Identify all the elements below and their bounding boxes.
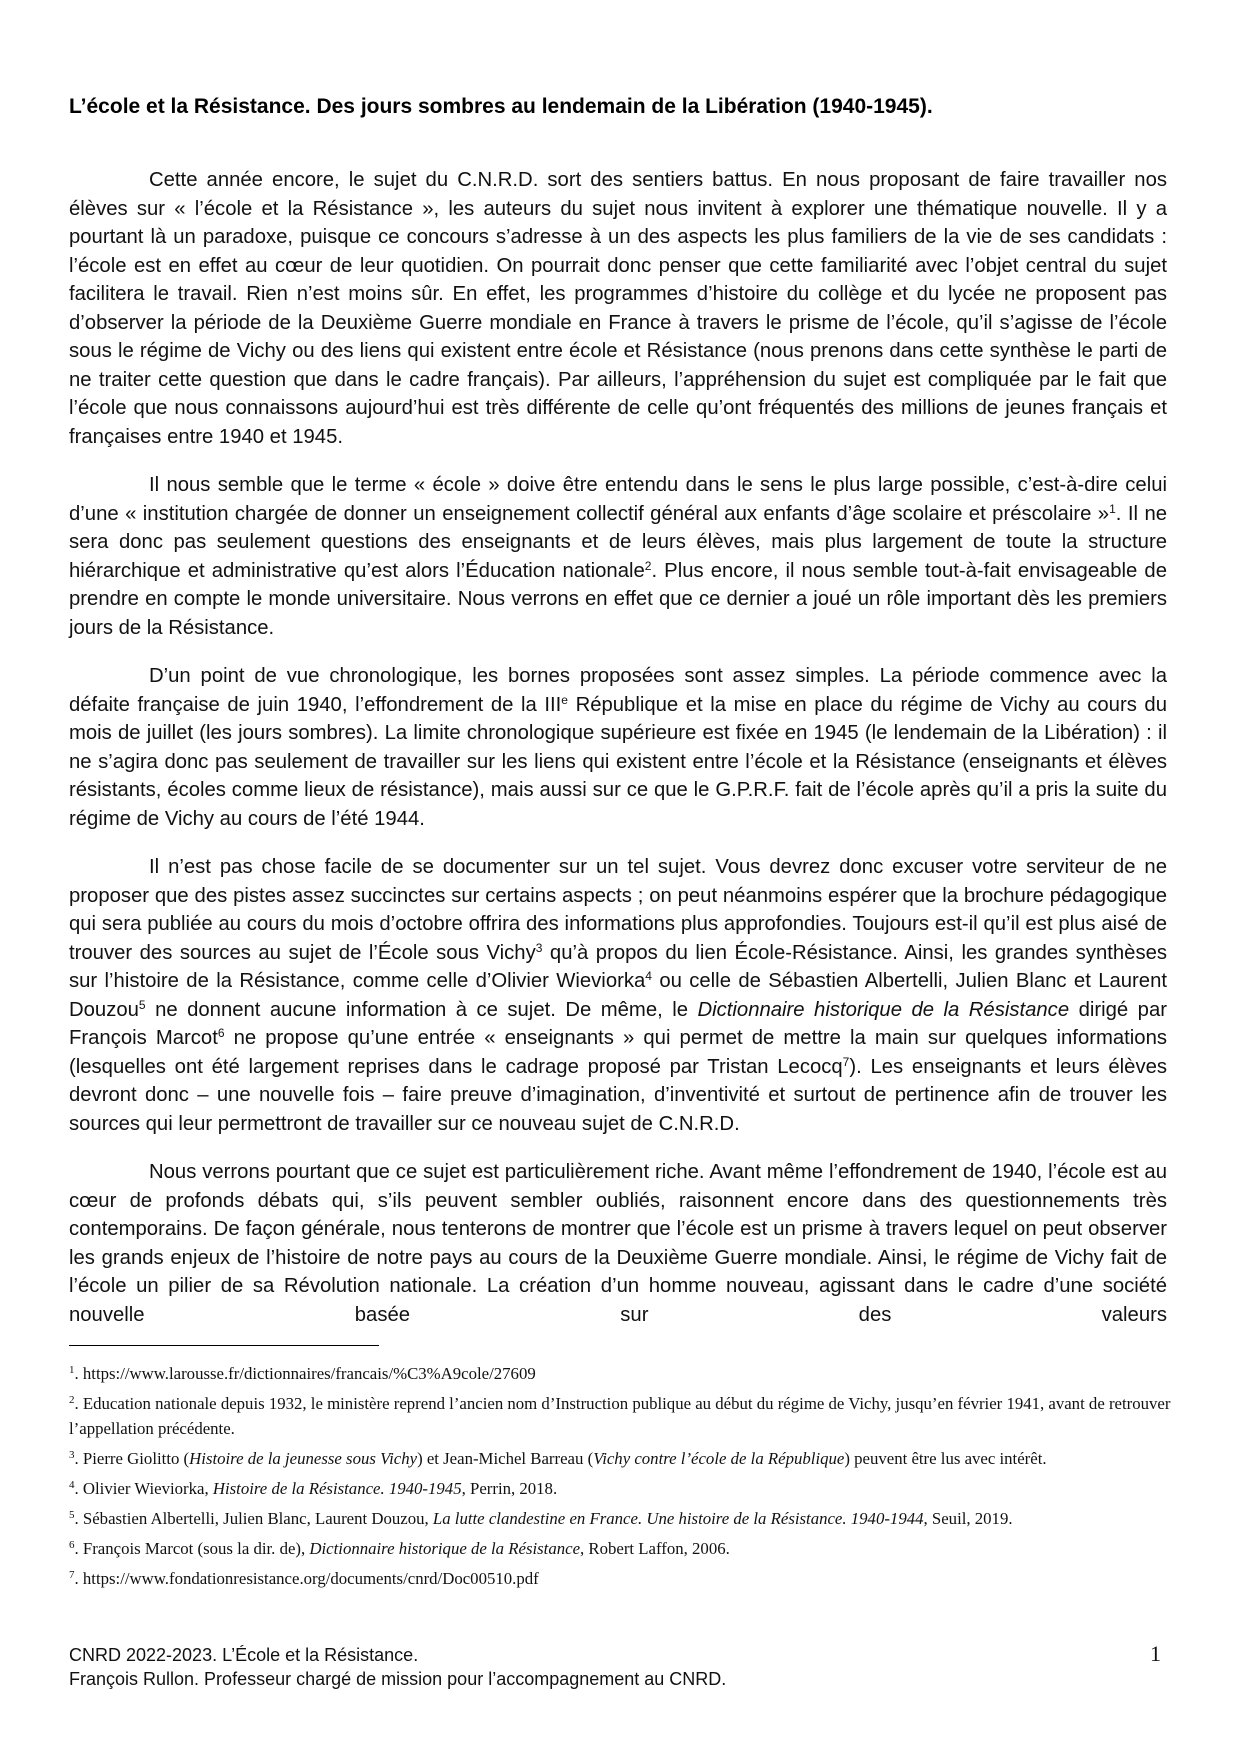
footnote-ref: 3 [535, 940, 543, 955]
footnote-ref: 2 [644, 558, 652, 573]
footnote-6 [69, 1536, 1179, 1561]
footnote-number: 2 [69, 1394, 75, 1406]
footnote-1 [69, 1361, 1179, 1386]
footnote-7 [69, 1566, 1179, 1591]
body-text [69, 166, 1167, 1329]
italic-title: Histoire de la jeunesse sous Vichy [189, 1449, 418, 1468]
paragraph: Il nous semble que le terme « école » doive être entendu dans le sens le plus large possible, c’est-à-dire celui d’une « institution chargée de donner un enseignement collectif général aux enfants d’âge scolaire et préscolaire »$^1$. Il ne sera donc pas seulement questions des enseignants et de leurs élèves, mais plus largement de toute la structure hiérarchique et administrative qu’est alors l’Éducation nationale$^2$. Plus encore, il nous semble tout-à-fait envisageable de prendre en compte le monde universitaire. Nous verrons en effet que ce dernier a joué un rôle important dès les premiers jours de la Résistance. [69, 474, 1168, 639]
footnote-ref: 6 [217, 1026, 225, 1040]
footnote-ref: e [561, 692, 568, 707]
footnote-link[interactable]: . https://www.fondationresistance.org/documents/cnrd/Doc00510.pdf [74, 1569, 539, 1588]
footnote-text: . Sébastien Albertelli, Julien Blanc, Laurent Douzou, La lutte clandestine en France. Une histoire de la Résistance. 1940-1944, Seuil, 2019. [74, 1509, 1013, 1528]
footnote-link[interactable]: . https://www.larousse.fr/dictionnaires/francais/%C3%A9cole/27609 [74, 1364, 536, 1383]
footnote-ref: 7 [842, 1054, 850, 1069]
footnote-ref: 4 [645, 969, 652, 983]
paragraph: Il n’est pas chose facile de se documenter sur un tel sujet. Vous devrez donc excuser votre serviteur de ne proposer que des pistes assez succinctes sur certains aspects ; on peut néanmoins espérer que la brochure pédagogique qui sera publiée au cours du mois d’octobre offrira des informations plus approfondies. Toujours est-il qu’il est plus aisé de trouver des sources au sujet de l’École sous Vichy$^3$ qu’à propos du lien École-Résistance. Ainsi, les grandes synthèses sur l’histoire de la Résistance, comme celle d’Olivier Wieviorka$^4$ ou celle de Sébastien Albertelli, Julien Blanc et Laurent Douzou$^5$ ne donnent aucune information à ce sujet. De même, le Dictionnaire historique de la Résistance dirigé par François Marcot$^6$ ne propose qu’une entrée « enseignants » qui permet de mettre la main sur quelques informations (lesquelles ont été largement reprises dans le cadrage proposé par Tristan Lecocq$^7$). Les enseignants et leurs élèves devront donc – une nouvelle fois – faire preuve d’imagination, d’inventivité et surtout de pertinence afin de trouver les sources qui leur permettront de travailler sur ce nouveau sujet de C.N.R.D. [69, 856, 1168, 1135]
document-title: L’école et la Résistance. Des jours sombres au lendemain de la Libération (1940-1945). [69, 95, 933, 118]
paragraph: Cette année encore, le sujet du C.N.R.D. sort des sentiers battus. En nous proposant de faire travailler nos élèves sur « l’école et la Résistance », les auteurs du sujet nous invitent à explorer une thématique nouvelle. Il y a pourtant là un paradoxe, puisque ce concours s’adresse à un des aspects les plus familiers de la vie de ses candidats : l’école est en effet au cœur de leur quotidien. On pourrait donc penser que cette familiarité avec l’objet central du sujet facilitera le travail. Rien n’est moins sûr. En effet, les programmes d’histoire du collège et du lycée ne proposent pas d’observer la période de la Deuxième Guerre mondiale en France à travers le prisme de l’école, qu’il s’agisse de l’école sous le régime de Vichy ou des liens qui existent entre école et Résistance (nous prenons dans cette synthèse le parti de ne traiter cette question que dans le cadre français). Par ailleurs, l’appréhension du sujet est compliquée par le fait que l’école que nous connaissons aujourd’hui est très différente de celle qu’ont fréquentés des millions de jeunes français et françaises entre 1940 et 1945. [69, 169, 1167, 448]
italic-title: La lutte clandestine en France. Une histoire de la Résistance. 1940-1944 [432, 1509, 924, 1528]
page-footer [69, 1643, 1179, 1691]
paragraph: Nous verrons pourtant que ce sujet est particulièrement riche. Avant même l’effondrement de 1940, l’école est au cœur de profonds débats qui, s’ils peuvent sembler oubliés, raisonnent encore dans des questionnements très contemporains. De façon générale, nous tenterons de montrer que l’école est un prisme à travers lequel on peut observer les grands enjeux de l’histoire de notre pays au cours de la Deuxième Guerre mondiale. Ainsi, le régime de Vichy fait de l’école un pilier de sa Révolution nationale. La création d’un homme nouveau, agissant dans le cadre d’une société nouvelle basée sur des valeurs [69, 1161, 1167, 1326]
footnote-text: . François Marcot (sous la dir. de), Dictionnaire historique de la Résistance, Robert Laffon, 2006. [74, 1539, 730, 1558]
italic-title: Histoire de la Résistance. 1940-1945 [212, 1479, 462, 1498]
footnote-number: 5 [69, 1509, 75, 1521]
footnote-ref: 1 [1109, 501, 1116, 516]
footnote-number: 1 [69, 1364, 75, 1376]
italic-title: Vichy contre l’école de la République [593, 1449, 845, 1468]
italic-title: Dictionnaire historique de la Résistance [697, 998, 1070, 1021]
footer-line-2: François Rullon. Professeur chargé de mission pour l’accompagnement au CNRD. [69, 1669, 727, 1689]
footnote-text: . Pierre Giolitto (Histoire de la jeunesse sous Vichy) et Jean-Michel Barreau (Vichy contre l’école de la République) peuvent être lus avec intérêt. [74, 1449, 1047, 1468]
page-number: 1 [1150, 1641, 1161, 1666]
paragraph: D’un point de vue chronologique, les bornes proposées sont assez simples. La période commence avec la défaite française de juin 1940, l’effondrement de la IIIe République et la mise en place du régime de Vichy au cours du mois de juillet (les jours sombres). La limite chronologique supérieure est fixée en 1945 (le lendemain de la Libération) : il ne s’agira donc pas seulement de travailler sur les liens qui existent entre l’école et la Résistance (enseignants et élèves résistants, écoles comme lieux de résistance), mais aussi sur ce que le G.P.R.F. fait de l’école après qu’il a pris la suite du régime de Vichy au cours de l’été 1944. [69, 665, 1167, 830]
footnote-separator [69, 1345, 379, 1346]
footnote-5 [69, 1506, 1179, 1531]
footnote-text: . Education nationale depuis 1932, le ministère reprend l’ancien nom d’Instruction publique au début du régime de Vichy, jusqu’en février 1941, avant de retrouver l’appellation précédente. [69, 1394, 1171, 1438]
footnote-3 [69, 1446, 1179, 1471]
footnotes [69, 1361, 1179, 1596]
footnote-text: . Olivier Wieviorka, Histoire de la Résistance. 1940-1945, Perrin, 2018. [74, 1479, 558, 1498]
italic-title: Dictionnaire historique de la Résistance [309, 1539, 581, 1558]
footnote-number: 6 [69, 1539, 75, 1551]
footnote-number: 4 [69, 1479, 75, 1491]
footnote-ref: 5 [138, 997, 146, 1012]
footnote-4 [69, 1476, 1179, 1501]
footnote-number: 7 [69, 1569, 75, 1581]
footnote-number: 3 [69, 1449, 75, 1461]
footer-line-1: CNRD 2022-2023. L’École et la Résistance. [69, 1645, 419, 1665]
footnote-2 [69, 1391, 1179, 1441]
